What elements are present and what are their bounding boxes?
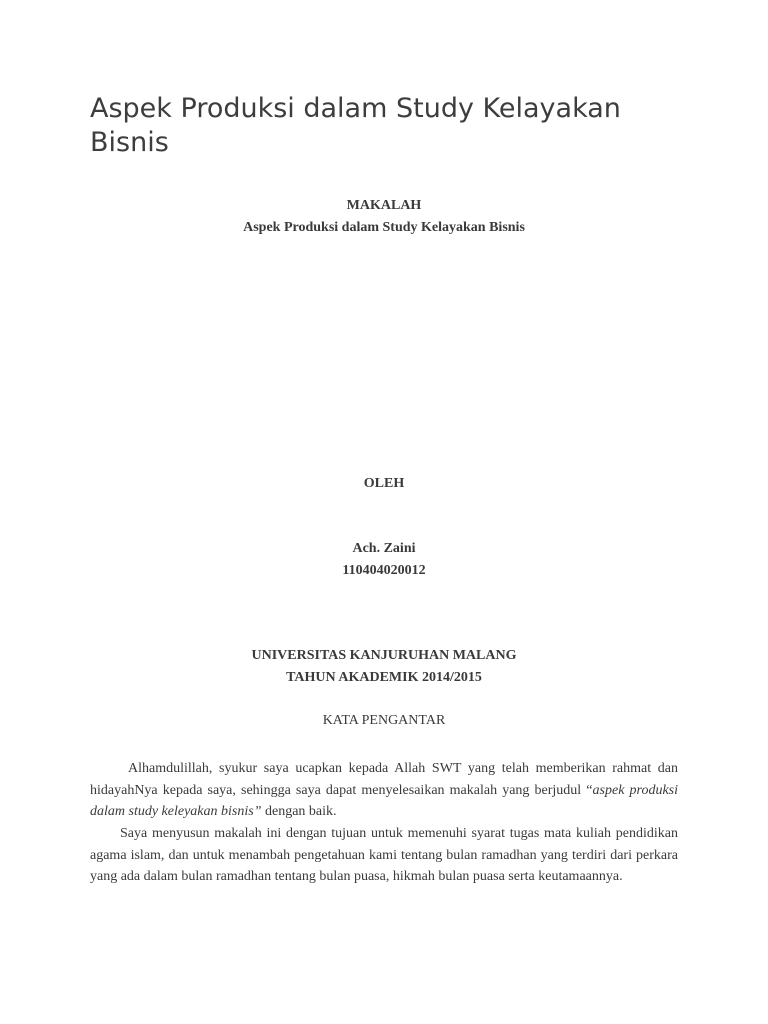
foreword-p1-text-a: Alhamdulillah, syukur saya ucapkan kepada Allah SWT yang telah memberikan rahmat dan hidayahNya kepada saya, sehingga saya dapat menyelesaikan makalah yang berjudul “	[90, 761, 678, 798]
student-id: 110404020012	[342, 563, 426, 578]
cover-subtitle: Aspek Produksi dalam Study Kelayakan Bisnis	[243, 220, 525, 235]
foreword-p1-quote-close: ”	[253, 804, 262, 819]
foreword-paragraph-1	[90, 758, 678, 823]
academic-year: TAHUN AKADEMIK 2014/2015	[286, 670, 482, 685]
cover-type-label: MAKALAH	[346, 198, 422, 213]
cover-by-label: OLEH	[363, 476, 405, 491]
university-name: UNIVERSITAS KANJURUHAN MALANG	[251, 648, 517, 663]
foreword-p1-text-b: dengan baik.	[264, 804, 337, 819]
author-name: Ach. Zaini	[352, 541, 416, 556]
foreword-heading: KATA PENGANTAR	[322, 713, 446, 728]
document-title: Aspek Produksi dalam Study Kelayakan Bisnis	[90, 93, 621, 158]
foreword-p1-italic-title: aspek produksi dalam study keleyakan bisnis	[90, 782, 679, 819]
foreword-paragraph-2: Saya menyusun makalah ini dengan tujuan untuk memenuhi syarat tugas mata kuliah pendidikan agama islam, dan untuk menambah pengetahuan kami tentang bulan ramadhan yang terdiri dari perkara yang ada dalam bulan ramadhan tentang bulan puasa, hikmah bulan puasa serta keutamaannya.	[90, 826, 678, 884]
